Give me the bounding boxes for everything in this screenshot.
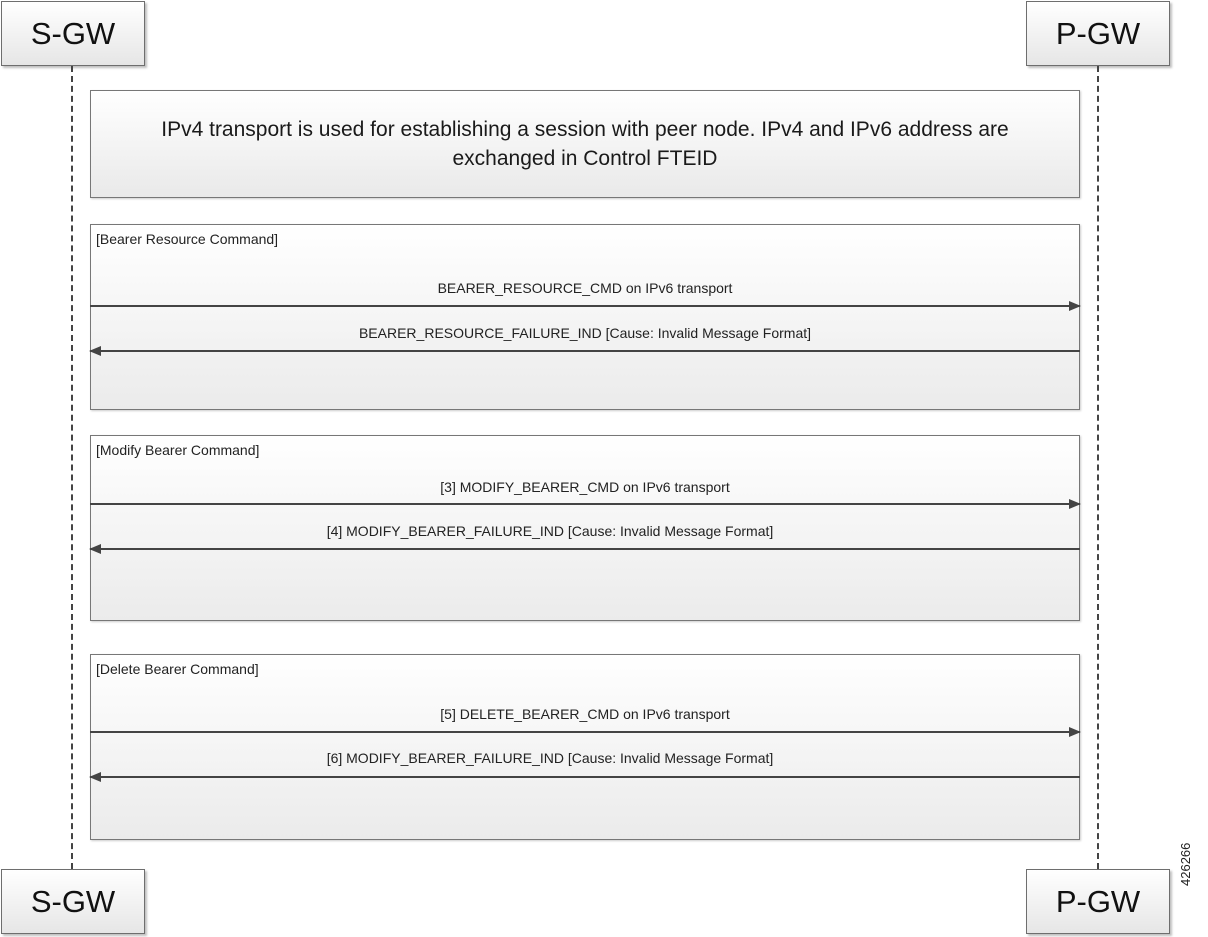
message-label: BEARER_RESOURCE_CMD on IPv6 transport	[437, 280, 733, 296]
message-label: [6] MODIFY_BEARER_FAILURE_IND [Cause: Invalid Message Format]	[326, 750, 774, 766]
participant-pgw-bottom: P-GW	[1026, 869, 1170, 934]
fragment-label: [Modify Bearer Command]	[96, 442, 260, 458]
participant-pgw-top: P-GW	[1026, 1, 1170, 66]
message-label: BEARER_RESOURCE_FAILURE_IND [Cause: Invalid Message Format]	[358, 325, 812, 341]
note-line-2: exchanged in Control FTEID	[452, 147, 718, 170]
figure-id: 426266	[1178, 842, 1193, 886]
note-line-1: IPv4 transport is used for establishing a session with peer node. IPv4 and IPv6 address are	[161, 118, 1009, 141]
message-label: [3] MODIFY_BEARER_CMD on IPv6 transport	[440, 479, 730, 495]
participant-sgw-top: S-GW	[1, 1, 145, 66]
message-label: [4] MODIFY_BEARER_FAILURE_IND [Cause: Invalid Message Format]	[326, 523, 774, 539]
fragment-label: [Delete Bearer Command]	[96, 661, 259, 677]
fragment-label: [Bearer Resource Command]	[96, 231, 279, 247]
message-label: [5] DELETE_BEARER_CMD on IPv6 transport	[440, 706, 730, 722]
participant-sgw-bottom: S-GW	[1, 869, 145, 934]
